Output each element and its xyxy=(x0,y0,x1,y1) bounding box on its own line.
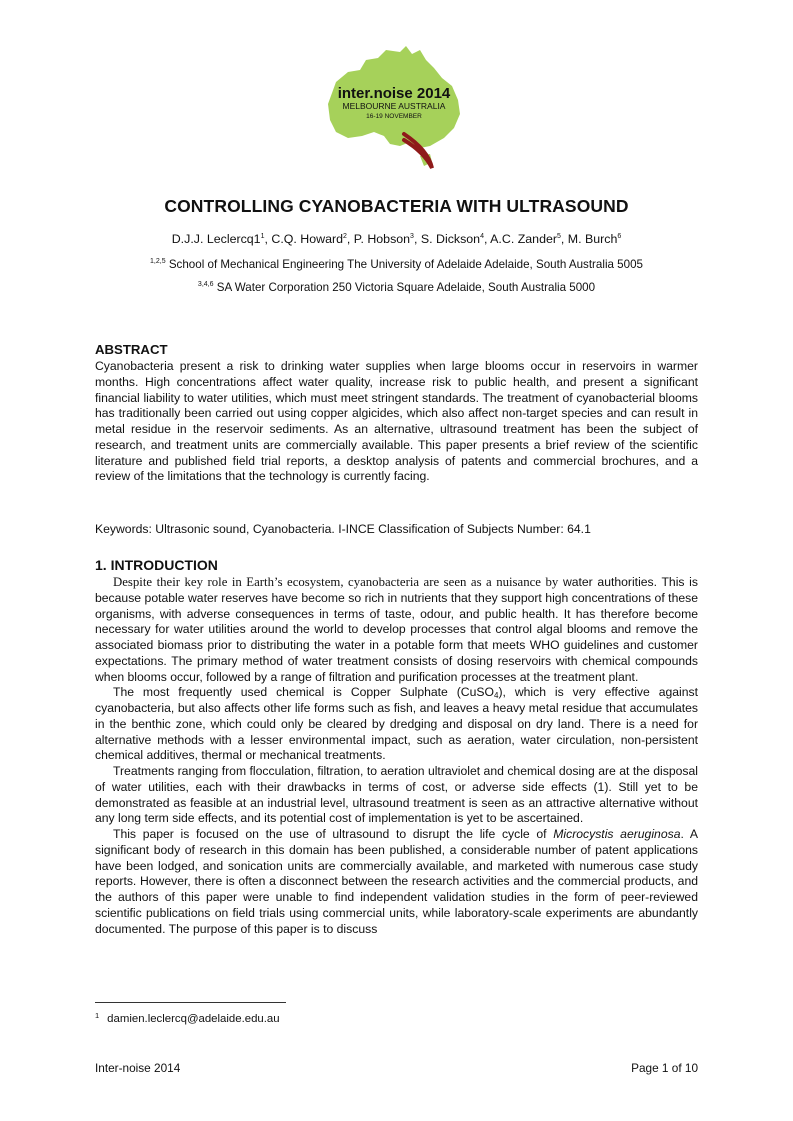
introduction-body xyxy=(95,575,698,937)
footer-page-number: Page 1 of 10 xyxy=(631,1061,698,1075)
logo-line1: inter.noise 2014 xyxy=(337,85,451,102)
author: M. Burch$^6$ xyxy=(567,232,622,246)
author: A.C. Zander$^5$ xyxy=(490,232,561,246)
section-heading-introduction: 1. INTRODUCTION xyxy=(95,557,218,573)
footnote-email: damien.leclercq@adelaide.edu.au xyxy=(107,1013,280,1025)
footnote-divider xyxy=(95,1002,286,1003)
author: P. Hobson$^3$ xyxy=(353,232,414,246)
author: C.Q. Howard$^2$ xyxy=(271,232,347,246)
conference-logo xyxy=(308,42,480,174)
footnote: $^1$ damien.leclercq@adelaide.edu.au xyxy=(95,1011,280,1025)
author: D.J.J. $Leclercq1^1$ xyxy=(171,232,265,246)
logo-line3: 16-19 NOVEMBER xyxy=(366,113,422,120)
intro-paragraph-3: Treatments ranging from flocculation, filtration, to aeration ultraviolet and chemical dosing are at the disposal of water utilities, each with their drawbacks in terms of cost, or adverse side effects (1). Still yet to be demonstrated as feasible at an industrial level, ultrasound treatment is seen as an attractive alternative without any long term side effects, and its potential cost of implementation is yet to be ascertained. xyxy=(95,764,698,826)
footer-conference: Inter-noise 2014 xyxy=(95,1061,181,1075)
affiliation-sa-water: $^{3,4,6}$ SA Water Corporation 250 Victoria Square Adelaide, South Australia 5000 xyxy=(197,281,596,294)
affiliation-adelaide: $^{1,2,5}$ School of Mechanical Engineering The University of Adelaide Adelaide, South Australia 5005 xyxy=(150,258,643,271)
abstract-heading: ABSTRACT xyxy=(95,342,168,357)
intro-paragraph-4: This paper is focused on the use of ultrasound to disrupt the life cycle of Microcystis aeruginosa. A significant body of research in this domain has been published, a considerable number of patent applications have been lodged, and sonication units are commercially available, and marketed with numerous case study reports. However, there is often a disconnect between the research activities and the commercial products, and the authors of this paper were unable to find independent validation studies in the form of peer-reviewed scientific publications on field trials using commercial units, while laboratory-scale experiments are abundantly documented. The purpose of this paper is to discuss xyxy=(95,827,699,936)
abstract-paragraph: Cyanobacteria present a risk to drinking water supplies when large blooms occur in reservoirs in warmer months. High concentrations affect water quality, increase risk to public health, and present a significant financial liability to water utilities, which must meet stringent standards. The treatment of cyanobacterial blooms has traditionally been carried out using copper algicides, which also affect non-target species and can result in metal residue in the reservoir sediments. As an alternative, ultrasound treatment has been the subject of research, and treatment units are commercially available. This paper presents a brief review of the scientific literature and published field trial reports, a desktop analysis of patents and commercial brochures, and a review of the limitations that the technology is currently facing. xyxy=(95,359,698,484)
intro-paragraph-2: The most frequently used chemical is Copper Sulphate (CuSO$_4$), which is very effective against cyanobacteria, but also affects other life forms such as fish, and leaves a heavy metal residue that accumulates in the benthic zone, which could only be cleared by dredging and disposal on dry land. There is a need for alternative methods with a lesser environmental impact, such as aeration, water circulation, non-persistent chemical additives, thermal or mechanical treatments. xyxy=(95,685,698,763)
intro-paragraph-1: Despite their key role in Earth’s ecosystem, cyanobacteria are seen as a nuisance by water authorities. This is because potable water reserves have become so rich in nutrients that they support high concentrations of these organisms, with adverse consequences in terms of taste, odour, and public health. It has therefore become necessary for water utilities around the world to develop processes that control algal blooms and remove the associated biomass prior to distributing the water in a potable form that meets WHO guidelines and customer expectations. The primary method of water treatment consists of dosing reservoirs with chemical compounds when blooms occur, followed by a range of filtration and purification processes at the treatment plant. xyxy=(95,575,698,684)
author-list: D.J.J. $Leclercq1^1$, C.Q. Howard$^2$, P. Hobson$^3$, S. Dickson$^4$, A.C. Zander$^5$, M. Burch$^6$ xyxy=(171,232,622,246)
paper-title: CONTROLLING CYANOBACTERIA WITH ULTRASOUND xyxy=(164,196,629,216)
logo-line2: MELBOURNE AUSTRALIA xyxy=(342,101,446,111)
abstract-body xyxy=(95,359,698,485)
keywords-text: Keywords: Ultrasonic sound, Cyanobacteria. I-INCE Classification of Subjects Number: 64.1 xyxy=(95,522,591,536)
keywords xyxy=(95,522,698,538)
author: S. Dickson$^4$ xyxy=(420,232,484,246)
